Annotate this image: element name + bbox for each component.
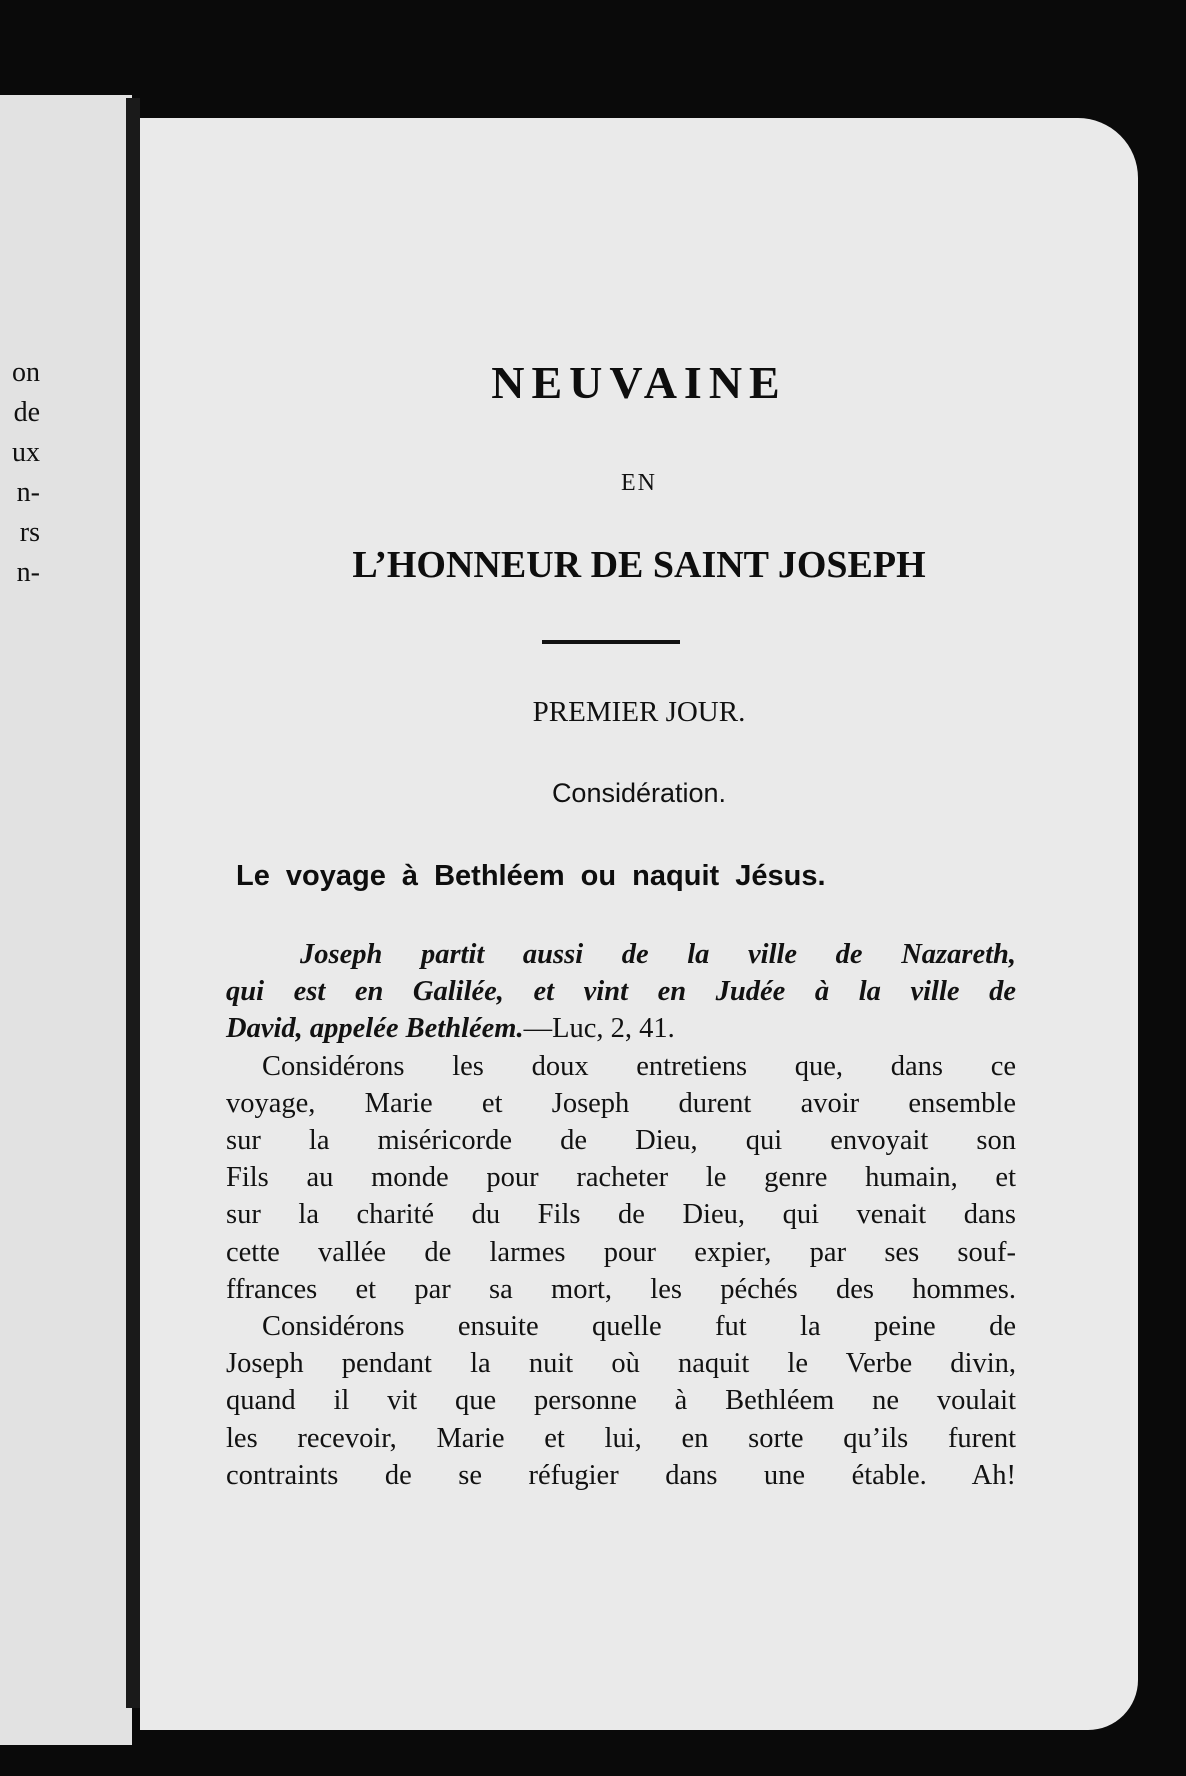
title-divider (542, 640, 680, 644)
verse-reference: —Luc, 2, 41. (523, 1013, 675, 1045)
paragraph-line: quand il vit que personne à Bethléem ne voulait (226, 1385, 1016, 1417)
day-heading: PREMIER JOUR. (532, 696, 746, 728)
paragraph-line: contraints de se réfugier dans une étable. Ah! (226, 1459, 1016, 1491)
page-subtitle: L’HONNEUR DE SAINT JOSEPH (352, 544, 926, 586)
paragraph-line: Considérons ensuite quelle fut la peine de (262, 1311, 1016, 1343)
page-title: NEUVAINE (491, 357, 787, 408)
paragraph-line: ffrances et par sa mort, les péchés des hommes. (226, 1273, 1016, 1305)
paragraph-line: Considérons les doux entretiens que, dans ce (262, 1050, 1016, 1082)
book-gutter (126, 98, 140, 1708)
paragraph-line: cette vallée de larmes pour expier, par ses souf- (226, 1236, 1016, 1268)
left-facing-page (0, 95, 132, 1745)
left-fragment: n- (16, 557, 40, 588)
book-page (140, 118, 1138, 1730)
verse-line-final (226, 1010, 1016, 1047)
left-fragment: de (13, 397, 40, 428)
paragraph-line: Fils au monde pour racheter le genre humain, et (226, 1162, 1016, 1194)
paragraph-line: Joseph pendant la nuit où naquit le Verbe divin, (226, 1348, 1016, 1380)
verse-line: David, appelée Bethléem. (226, 1013, 524, 1045)
left-fragment: n- (16, 477, 40, 508)
verse-line: Joseph partit aussi de la ville de Nazareth, (300, 939, 1016, 970)
section-heading: Considération. (551, 778, 727, 808)
body-text (226, 936, 1016, 1494)
left-page-text-fragments (0, 353, 40, 593)
paragraph-line: sur la miséricorde de Dieu, qui envoyait son (226, 1125, 1016, 1157)
paragraph-line: sur la charité du Fils de Dieu, qui venait dans (226, 1199, 1016, 1231)
left-fragment: rs (19, 517, 40, 548)
left-fragment: ux (12, 437, 40, 468)
title-connector: EN (621, 470, 657, 496)
consideration-heading: Le voyage à Bethléem ou naquit Jésus. (236, 860, 826, 892)
left-fragment: on (12, 357, 40, 388)
paragraph-line: voyage, Marie et Joseph durent avoir ensemble (226, 1087, 1016, 1119)
paragraph-line: les recevoir, Marie et lui, en sorte qu’ils furent (226, 1422, 1016, 1454)
verse-line: qui est en Galilée, et vint en Judée à la ville de (226, 976, 1016, 1008)
